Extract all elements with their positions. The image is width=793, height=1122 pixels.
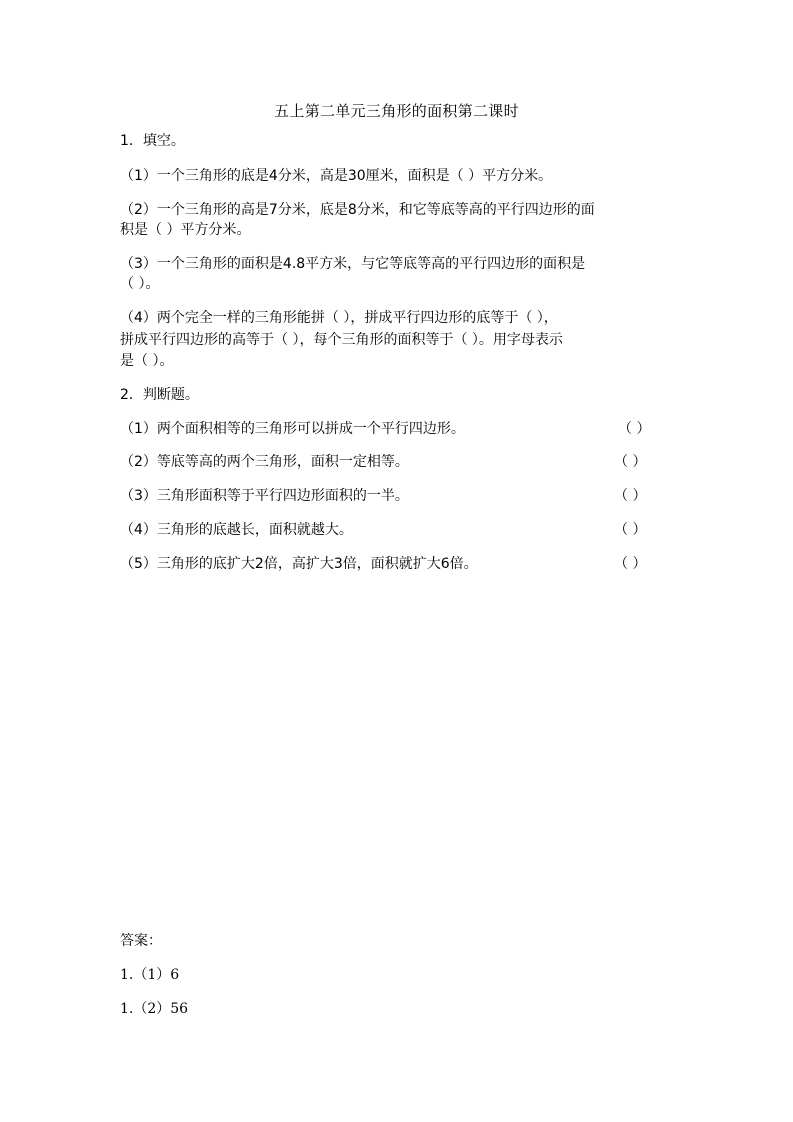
judge-item-1-bracket: （ ） [618,421,651,437]
section-2-heading: 2．判断题。 [120,387,199,403]
judge-item-2-bracket: （ ） [614,454,647,470]
fill-blank-item-2-line-1: （2）一个三角形的高是7分米，底是8分米，和它等底等高的平行四边形的面 [120,202,595,218]
judge-item-5-text: （5）三角形的底扩大2倍，高扩大3倍，面积就扩大6倍。 [120,556,478,572]
judge-item-4-text: （4）三角形的底越长，面积就越大。 [120,522,353,538]
judge-item-2-text: （2）等底等高的两个三角形，面积一定相等。 [120,454,409,470]
judge-item-5-bracket: （ ） [614,556,647,572]
fill-blank-item-4-line-3: 是（ ）。 [120,353,174,369]
judge-item-1-text: （1）两个面积相等的三角形可以拼成一个平行四边形。 [120,421,465,437]
section-1-heading: 1．填空。 [120,133,185,149]
judge-item-4-bracket: （ ） [614,522,647,538]
fill-blank-item-3-line-1: （3）一个三角形的面积是4.8平方米，与它等底等高的平行四边形的面积是 [120,256,586,272]
fill-blank-item-1: （1）一个三角形的底是4分米，高是30厘米，面积是（ ）平方分米。 [120,168,553,184]
judge-item-3-text: （3）三角形面积等于平行四边形面积的一半。 [120,488,409,504]
answer-item-2: 1.（2）56 [120,1001,189,1017]
fill-blank-item-4-line-1: （4）两个完全一样的三角形能拼（ ），拼成平行四边形的底等于（ ）， [120,310,558,326]
worksheet-title: 五上第二单元三角形的面积第二课时 [274,102,519,120]
fill-blank-item-4-line-2: 拼成平行四边形的高等于（ ），每个三角形的面积等于（ ）。用字母表示 [120,332,563,348]
answer-item-1: 1.（1）6 [120,967,180,983]
judge-item-3-bracket: （ ） [614,488,647,504]
fill-blank-item-3-line-2: （ ）。 [120,276,160,292]
fill-blank-item-2-line-2: 积是（ ）平方分米。 [120,222,251,238]
answers-heading: 答案： [120,933,162,949]
